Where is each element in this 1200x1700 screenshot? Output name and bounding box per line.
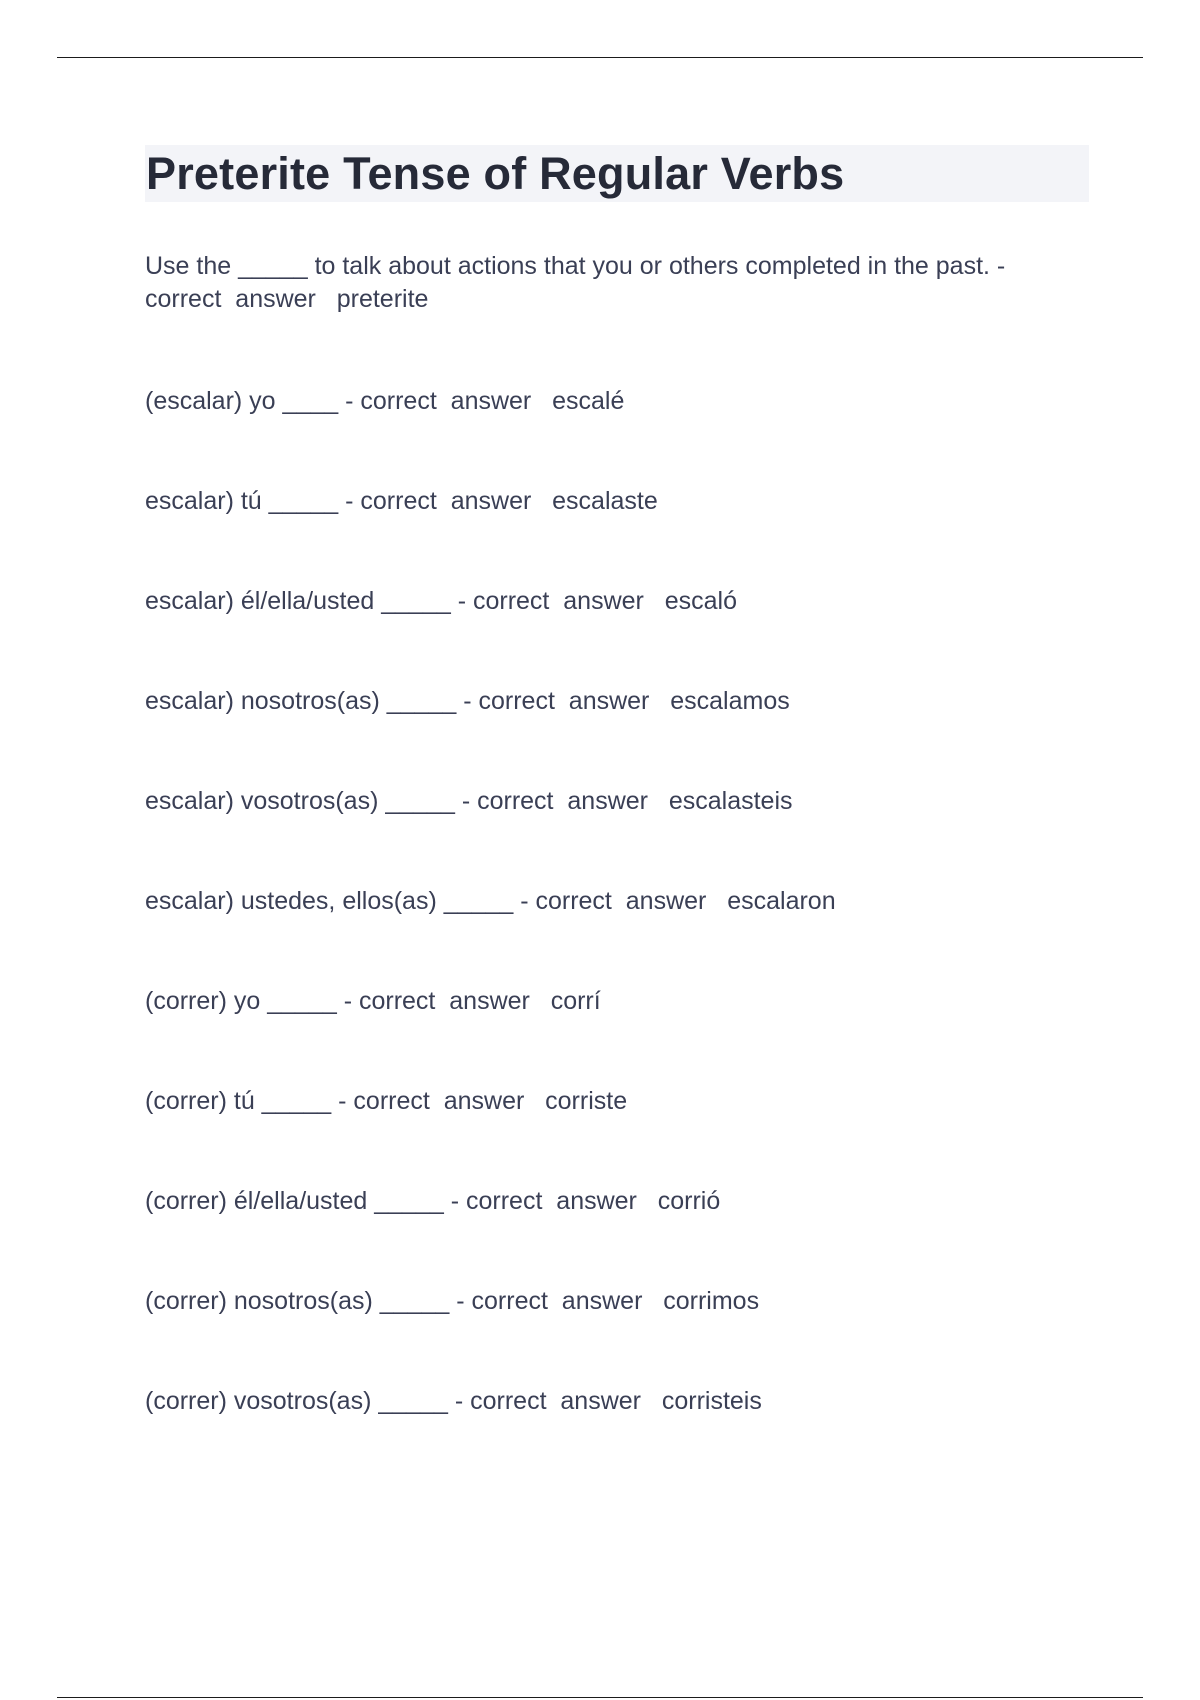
answer-text: escalaron xyxy=(727,887,836,915)
question-text: escalar) él/ella/usted _____ xyxy=(145,587,451,615)
list-item xyxy=(145,885,1095,918)
answer-text: corriste xyxy=(545,1087,628,1115)
intro-answer-line: correct answer preterite xyxy=(145,285,429,313)
answer-label: correct answer xyxy=(360,487,532,515)
question-text: (escalar) yo ____ xyxy=(145,387,339,415)
answer-label: correct answer xyxy=(472,587,644,615)
separator: - xyxy=(338,487,361,515)
list-item xyxy=(145,385,1095,418)
question-text: (correr) vosotros(as) _____ xyxy=(145,1387,448,1415)
answer-label: correct answer xyxy=(477,787,648,815)
intro-item xyxy=(145,250,1095,316)
page-title: Preterite Tense of Regular Verbs xyxy=(146,148,845,199)
separator: - xyxy=(443,1187,466,1215)
answer-label: correct answer xyxy=(466,1187,637,1215)
answer-text: corristeis xyxy=(661,1387,762,1415)
answer-text: escalaste xyxy=(552,487,658,515)
answer-text: escalé xyxy=(552,387,625,415)
answer-text: corrió xyxy=(657,1187,721,1215)
list-item xyxy=(145,1085,1095,1118)
answer-text: escaló xyxy=(664,587,737,615)
answer-label: correct answer xyxy=(470,1387,641,1415)
answer-text: escalamos xyxy=(670,687,790,715)
intro-question: Use the _____ to talk about actions that you or others completed in the past. - xyxy=(145,252,1006,280)
question-text: escalar) vosotros(as) _____ xyxy=(145,787,455,815)
top-rule xyxy=(57,57,1143,58)
answer-text: escalasteis xyxy=(668,787,793,815)
bottom-rule xyxy=(57,1697,1143,1698)
separator: - xyxy=(450,587,473,615)
title-band xyxy=(145,145,1089,202)
separator: - xyxy=(449,1287,472,1315)
list-item xyxy=(145,685,1095,718)
separator: - xyxy=(454,787,478,815)
separator: - xyxy=(338,387,361,415)
list-item xyxy=(145,1185,1095,1218)
list-item xyxy=(145,1385,1095,1418)
answer-text: corrimos xyxy=(663,1287,760,1315)
answer-text: corrí xyxy=(550,987,601,1015)
list-item xyxy=(145,485,1095,518)
question-text: escalar) tú _____ xyxy=(145,487,339,515)
question-text: (correr) tú _____ xyxy=(145,1087,332,1115)
list-item xyxy=(145,585,1095,618)
question-text: escalar) nosotros(as) _____ xyxy=(145,687,457,715)
list-item xyxy=(145,785,1095,818)
list-item xyxy=(145,1285,1095,1318)
question-text: (correr) él/ella/usted _____ xyxy=(145,1187,444,1215)
separator: - xyxy=(336,987,359,1015)
answer-label: correct answer xyxy=(471,1287,643,1315)
separator: - xyxy=(447,1387,471,1415)
separator: - xyxy=(456,687,479,715)
answer-label: correct answer xyxy=(535,887,707,915)
answer-label: correct answer xyxy=(358,987,530,1015)
list-item xyxy=(145,985,1095,1018)
answer-label: correct answer xyxy=(360,387,532,415)
question-text: (correr) yo _____ xyxy=(145,987,337,1015)
question-text: escalar) ustedes, ellos(as) _____ xyxy=(145,887,514,915)
answer-label: correct answer xyxy=(353,1087,525,1115)
separator: - xyxy=(513,887,536,915)
separator: - xyxy=(331,1087,354,1115)
question-text: (correr) nosotros(as) _____ xyxy=(145,1287,450,1315)
answer-label: correct answer xyxy=(478,687,650,715)
